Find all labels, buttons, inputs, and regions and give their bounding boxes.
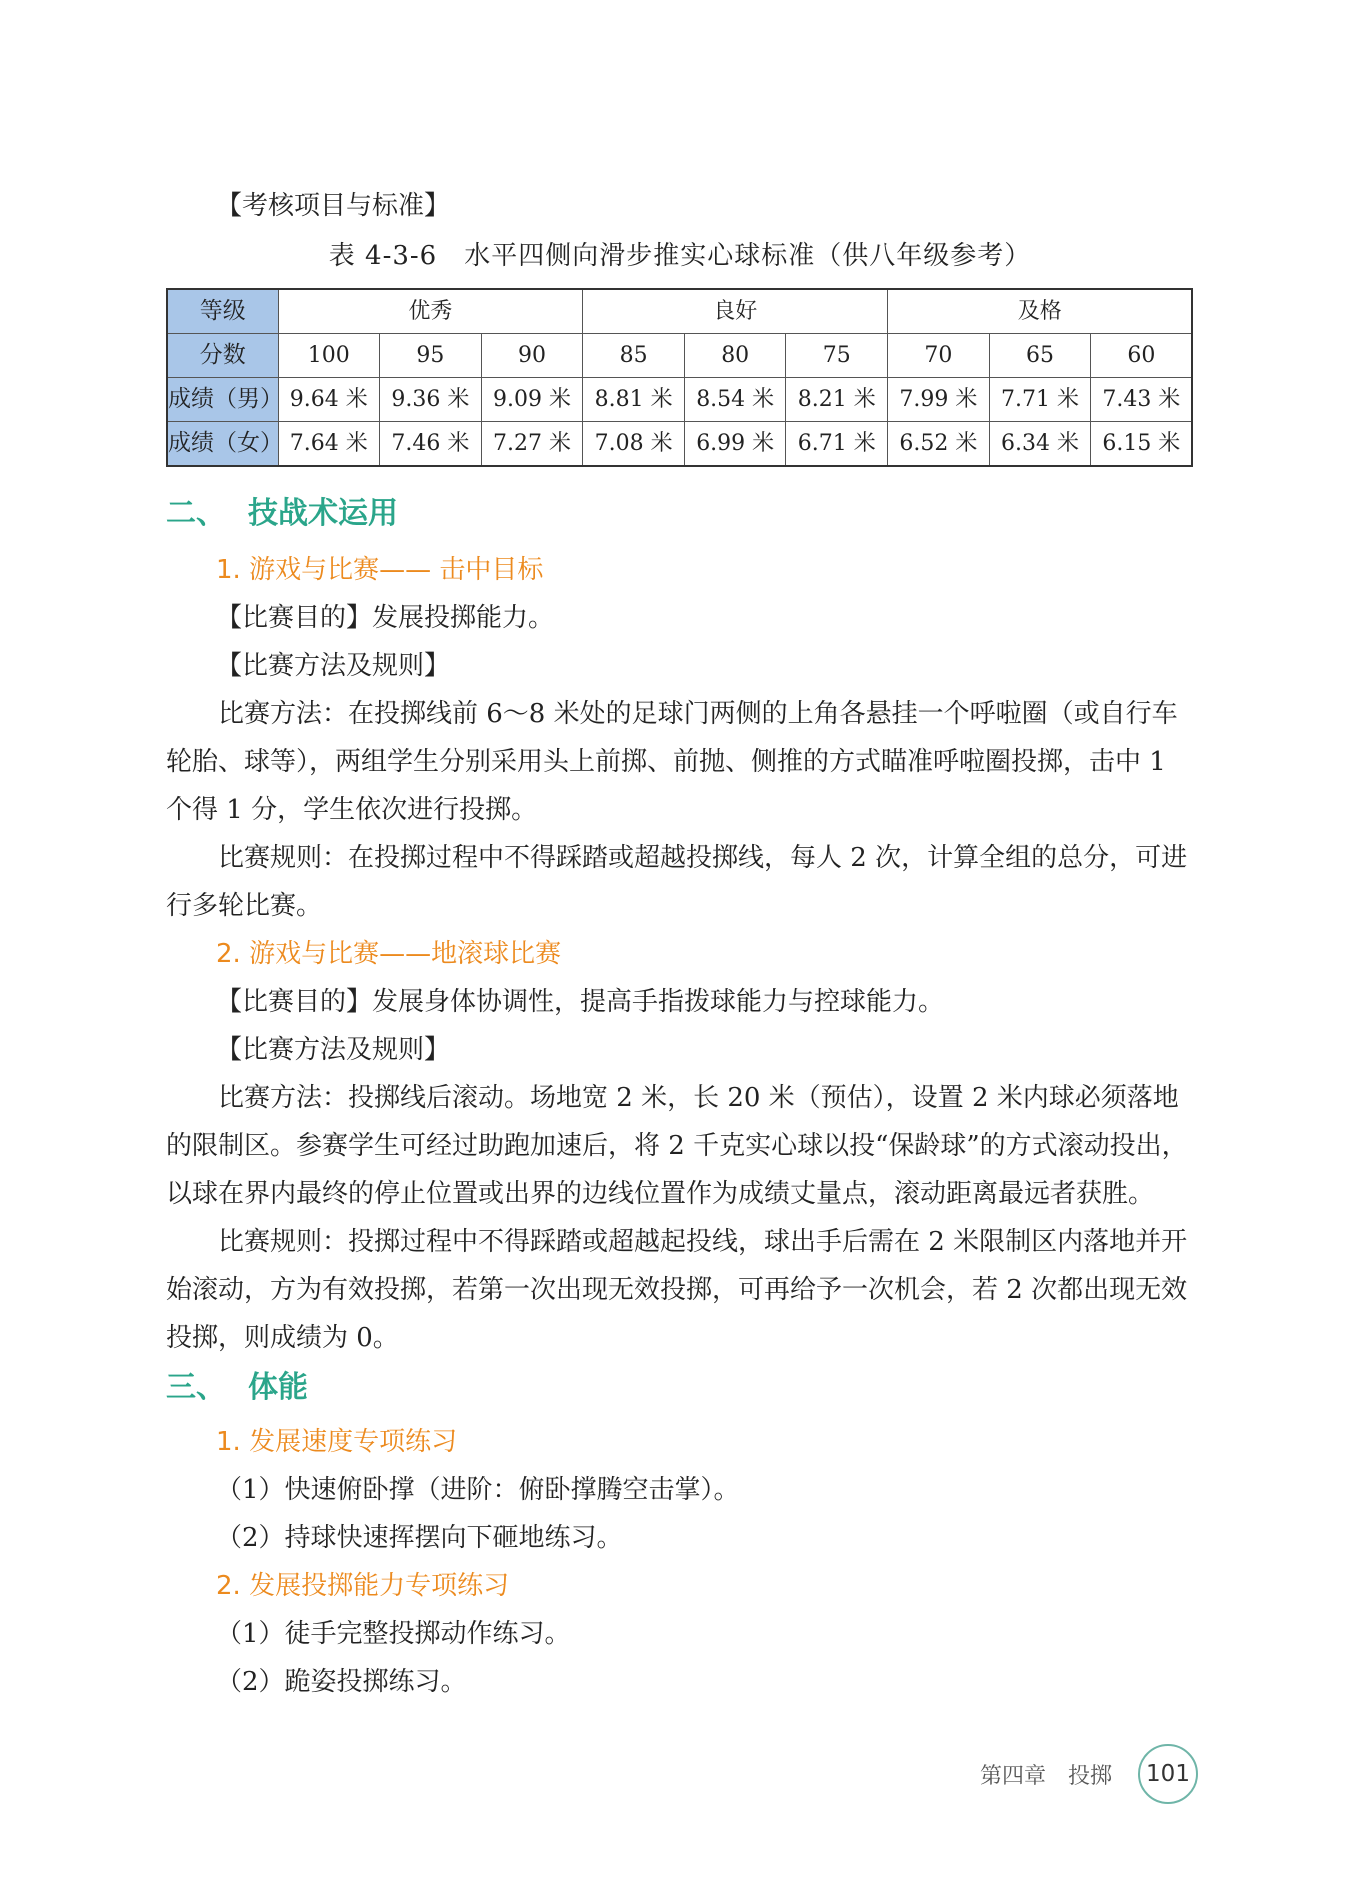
male-result-cell: 7.43 米 <box>1091 378 1193 422</box>
score-cell: 60 <box>1091 334 1193 378</box>
standards-table <box>166 288 1193 467</box>
grade-cell: 优秀 <box>278 289 583 334</box>
score-cell: 90 <box>481 334 583 378</box>
sub2-item: （2）跪姿投掷练习。 <box>216 1667 467 1697</box>
game2-method: 比赛方法：投掷线后滚动。场地宽 2 米，长 20 米（预估），设置 2 米内球必须落地的限制区。参赛学生可经过助跑加速后，将 2 千克实心球以投“保龄球”的方式滚动投出，以球在界内最终的停止位置或出界的边线位置作为成绩丈量点，滚动距离最远者获胜。 <box>166 1083 1188 1209</box>
section3-number: 三、 <box>166 1370 226 1405</box>
assessment-heading: 【考核项目与标准】 <box>216 191 451 221</box>
section2-number: 二、 <box>166 496 226 531</box>
female-result-cell: 6.34 米 <box>989 422 1091 467</box>
female-result-cell: 6.71 米 <box>786 422 888 467</box>
female-result-cell: 7.64 米 <box>278 422 380 467</box>
score-cell: 75 <box>786 334 888 378</box>
sub1-item: （1）快速俯卧撑（进阶：俯卧撑腾空击掌）。 <box>216 1475 740 1505</box>
score-cell: 65 <box>989 334 1091 378</box>
page-footer <box>980 1744 1198 1804</box>
grade-cell: 良好 <box>583 289 888 334</box>
score-cell: 70 <box>888 334 990 378</box>
table-row-score <box>167 334 1192 378</box>
male-result-cell: 8.54 米 <box>684 378 786 422</box>
male-result-cell: 7.99 米 <box>888 378 990 422</box>
sub1-item: （2）持球快速挥摆向下砸地练习。 <box>216 1523 623 1553</box>
sub2-item: （1）徒手完整投掷动作练习。 <box>216 1619 571 1649</box>
score-label-cell: 分数 <box>167 334 278 378</box>
male-result-cell: 9.09 米 <box>481 378 583 422</box>
male-label-cell: 成绩（男） <box>167 378 278 422</box>
table-row-grade <box>167 289 1192 334</box>
grade-label-cell: 等级 <box>167 289 278 334</box>
table-row-male <box>167 378 1192 422</box>
score-cell: 95 <box>380 334 482 378</box>
male-result-cell: 9.64 米 <box>278 378 380 422</box>
sub2-title: 2. 发展投掷能力专项练习 <box>216 1571 510 1601</box>
score-cell: 85 <box>583 334 685 378</box>
male-result-cell: 8.81 米 <box>583 378 685 422</box>
female-result-cell: 7.08 米 <box>583 422 685 467</box>
male-result-cell: 9.36 米 <box>380 378 482 422</box>
section2-heading <box>166 490 398 538</box>
section2-title: 技战术运用 <box>248 496 398 531</box>
female-label-cell: 成绩（女） <box>167 422 278 467</box>
game2-purpose: 【比赛目的】发展身体协调性，提高手指拨球能力与控球能力。 <box>216 987 945 1017</box>
grade-cell: 及格 <box>888 289 1193 334</box>
table-row-female <box>167 422 1192 467</box>
game2-rules-heading: 【比赛方法及规则】 <box>216 1035 451 1065</box>
male-result-cell: 8.21 米 <box>786 378 888 422</box>
female-result-cell: 7.27 米 <box>481 422 583 467</box>
game1-rule: 比赛规则：在投掷过程中不得踩踏或超越投掷线，每人 2 次，计算全组的总分，可进行多轮比赛。 <box>166 843 1188 921</box>
game2-title: 2. 游戏与比赛——地滚球比赛 <box>216 939 562 969</box>
score-cell: 100 <box>278 334 380 378</box>
page-number-badge <box>1138 1744 1198 1804</box>
game2-rule: 比赛规则：投掷过程中不得踩踏或超越起投线，球出手后需在 2 米限制区内落地并开始滚动，方为有效投掷，若第一次出现无效投掷，可再给予一次机会，若 2 次都出现无效投掷，则成绩为 0。 <box>166 1227 1188 1353</box>
female-result-cell: 7.46 米 <box>380 422 482 467</box>
score-cell: 80 <box>684 334 786 378</box>
female-result-cell: 6.52 米 <box>888 422 990 467</box>
female-result-cell: 6.99 米 <box>684 422 786 467</box>
game1-rules-heading: 【比赛方法及规则】 <box>216 651 451 681</box>
section3-heading <box>166 1364 308 1412</box>
game1-title: 1. 游戏与比赛—— 击中目标 <box>216 555 544 585</box>
game1-method: 比赛方法：在投掷线前 6～8 米处的足球门两侧的上角各悬挂一个呼啦圈（或自行车轮胎、球等），两组学生分别采用头上前掷、前抛、侧推的方式瞄准呼啦圈投掷，击中 1 个得 1 分，学生依次进行投掷。 <box>166 699 1178 825</box>
sub1-title: 1. 发展速度专项练习 <box>216 1427 458 1457</box>
page-number: 101 <box>1146 1761 1190 1787</box>
chapter-label: 第四章 投掷 <box>979 1763 1112 1789</box>
female-result-cell: 6.15 米 <box>1091 422 1193 467</box>
table-caption: 表 4-3-6 水平四侧向滑步推实心球标准（供八年级参考） <box>328 241 1032 271</box>
section3-title: 体能 <box>248 1370 308 1405</box>
game1-purpose: 【比赛目的】发展投掷能力。 <box>216 603 555 633</box>
male-result-cell: 7.71 米 <box>989 378 1091 422</box>
